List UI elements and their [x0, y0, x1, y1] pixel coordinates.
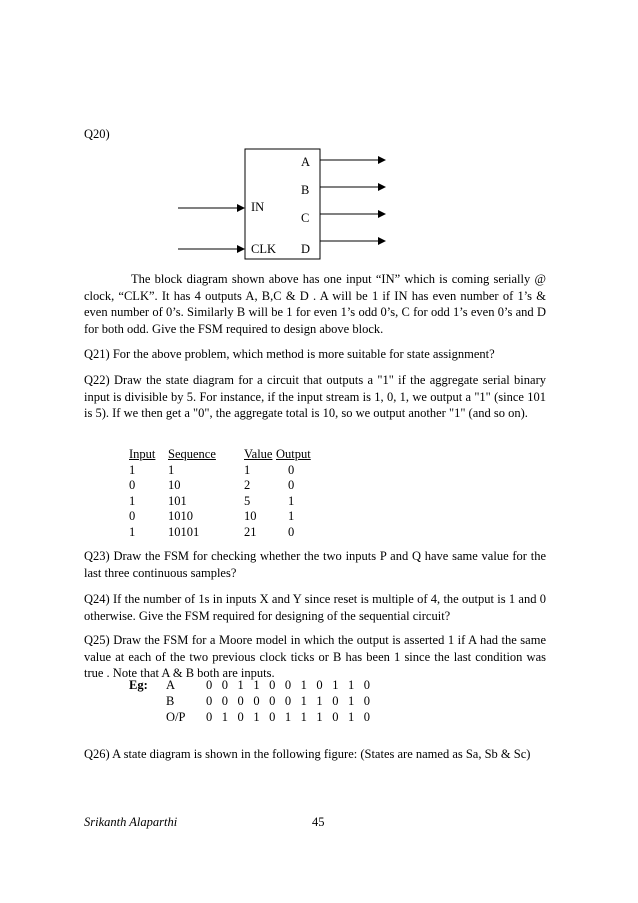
- sequence-table: [129, 447, 328, 540]
- table-cell: 0: [129, 478, 136, 492]
- q25-text: Q25) Draw the FSM for a Moore model in which the output is asserted 1 if A had the same value at each of the two previous clock ticks or B has been 1 since the last condition was true . Note that A & B both are inputs.: [84, 633, 546, 680]
- table-header: Output: [276, 447, 311, 461]
- example-label: Eg:: [129, 678, 148, 692]
- table-row: [129, 509, 328, 525]
- q24-text: Q24) If the number of 1s in inputs X and Y since reset is multiple of 4, the output is 1 and 0 otherwise. Give the FSM required for designing of the sequential circuit?: [84, 592, 546, 623]
- table-cell: 1: [129, 493, 136, 508]
- output-label-b: B: [301, 183, 310, 197]
- table-cell: 10: [168, 478, 181, 492]
- table-cell: 1: [129, 462, 136, 477]
- output-label-c: C: [301, 211, 310, 225]
- table-header: Input: [129, 447, 156, 461]
- signal-name: A: [166, 678, 176, 692]
- table-cell: 0: [288, 478, 295, 492]
- table-cell: 2: [244, 478, 251, 492]
- example-table: [129, 677, 373, 725]
- table-row: [129, 709, 373, 725]
- footer-author: Srikanth Alaparthi: [84, 815, 178, 829]
- page-number: 45: [312, 815, 325, 829]
- table-row: [129, 478, 328, 494]
- table-row: [129, 463, 328, 479]
- table-row: [129, 693, 373, 709]
- q23-text: Q23) Draw the FSM for checking whether the two inputs P and Q have same value for the last three continuous samples?: [84, 549, 546, 580]
- table-cell: 0: [288, 462, 295, 477]
- table-cell: 1: [244, 462, 251, 477]
- signal-sequence: 0 0 1 1 0 0 1 0 1 1 0: [206, 678, 374, 692]
- table-cell: 5: [244, 493, 251, 508]
- table-row: [129, 525, 328, 541]
- table-cell: 0: [129, 509, 136, 523]
- block-diagram: [0, 0, 638, 270]
- table-header: Value: [244, 447, 273, 461]
- q22-text: Q22) Draw the state diagram for a circuit that outputs a "1" if the aggregate serial binary input is divisible by 5. For instance, if the input stream is 1, 0, 1, we output a "1" (since 101 is 5). If we then get a "0", the aggregate total is 10, so we output another "1" (and so on).: [84, 373, 546, 420]
- signal-sequence: 0 0 0 0 0 0 1 1 0 1 0: [206, 694, 374, 708]
- table-cell: 1: [288, 509, 295, 523]
- table-cell: 1: [129, 524, 136, 539]
- table-cell: 0: [288, 524, 295, 539]
- table-cell: 101: [168, 493, 187, 508]
- table-cell: 1: [168, 462, 175, 477]
- table-header-row: [129, 447, 328, 463]
- q21-text: Q21) For the above problem, which method is more suitable for state assignment?: [84, 347, 495, 361]
- q20-label: Q20): [84, 127, 110, 141]
- table-row: [129, 494, 328, 510]
- table-cell: 1010: [168, 509, 193, 523]
- table-cell: 21: [244, 524, 257, 539]
- table-row: [129, 677, 373, 693]
- table-cell: 10: [244, 509, 257, 523]
- table-cell: 10101: [168, 524, 200, 539]
- signal-name: O/P: [166, 710, 186, 724]
- signal-sequence: 0 1 0 1 0 1 1 1 0 1 0: [206, 710, 374, 724]
- input-label-clk: CLK: [251, 242, 276, 256]
- table-cell: 1: [288, 493, 295, 508]
- q20-paragraph: The block diagram shown above has one input “IN” which is coming serially @ clock, “CLK”. It has 4 outputs A, B,C & D . A will be 1 if IN has even number of 1’s & even number of 0’s. Similarly B will be 1 for even 1’s odd 0’s, C for odd 1’s even 0’s and D for both odd. Give the FSM required to design above block.: [84, 272, 546, 336]
- output-label-d: D: [301, 242, 311, 256]
- signal-name: B: [166, 694, 175, 708]
- table-header: Sequence: [168, 447, 216, 461]
- output-label-a: A: [301, 155, 311, 169]
- q26-text: Q26) A state diagram is shown in the following figure: (States are named as Sa, Sb & Sc): [84, 747, 531, 761]
- input-label-in: IN: [251, 200, 265, 214]
